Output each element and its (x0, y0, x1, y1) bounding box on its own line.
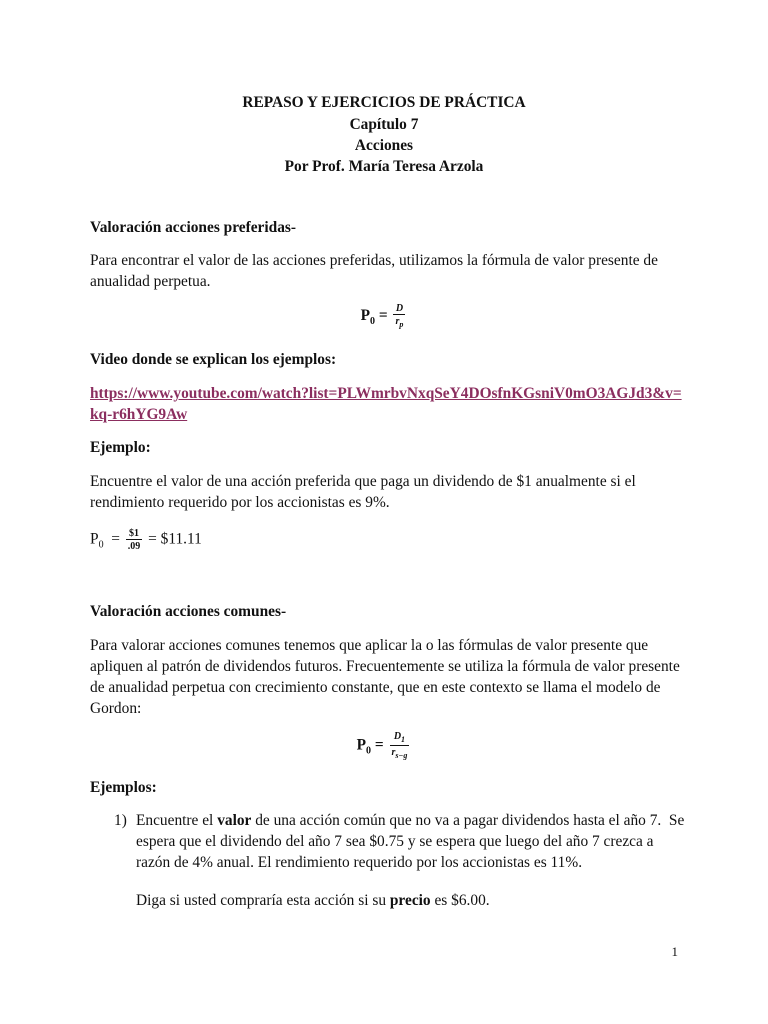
item-bold-valor: valor (217, 812, 252, 829)
gordon-num-base: D (393, 731, 402, 742)
gordon-formula (0, 731, 768, 762)
formula-lhs: P (360, 307, 371, 325)
video-link-continued[interactable]: kq-r6hYG9Aw (90, 406, 188, 423)
topic-label: Acciones (354, 137, 414, 154)
calc-denominator: .09 (127, 541, 141, 552)
example-calculation (90, 528, 202, 556)
video-link-line-1[interactable] (90, 383, 682, 404)
preferred-paragraph-line-1: Para encontrar el valor de las acciones preferidas, utilizamos la fórmula de valor presente de (90, 252, 658, 269)
list-item-line-1 (136, 810, 684, 831)
preferred-paragraph-line-2: anualidad perpetua. (90, 273, 211, 290)
common-paragraph-line-4: Gordon: (90, 700, 142, 717)
video-link[interactable]: https://www.youtube.com/watch?list=PLWmrbvNxqSeY4DOsfnKGsniV0mO3AGJd3&v= (90, 385, 682, 402)
item-text-continued: de una acción común que no va a pagar dividendos hasta el año 7. Se (251, 812, 685, 829)
gordon-lhs: P (356, 736, 367, 754)
list-item-line-3: razón de 4% anual. El rendimiento requerido por los accionistas es 11%. (136, 854, 583, 871)
question-text: Diga si usted compraría esta acción si su (136, 892, 390, 909)
author-label: Por Prof. María Teresa Arzola (284, 158, 484, 175)
preferred-heading: Valoración acciones preferidas- (90, 219, 297, 236)
calc-lhs: P (90, 530, 99, 548)
question-text-continued: es $6.00. (430, 892, 490, 909)
question-bold-precio: precio (389, 892, 431, 909)
example-line-1: Encuentre el valor de una acción preferida que paga un dividendo de $1 anualmente si el (90, 473, 636, 490)
preferred-formula (0, 303, 768, 332)
calc-fraction (126, 528, 143, 552)
formula-equals: = (375, 307, 392, 325)
gordon-equals: = (371, 736, 388, 754)
video-heading: Video donde se explican los ejemplos: (90, 351, 337, 368)
formula-lhs-subscript: 0 (370, 316, 376, 328)
page-number: 1 (671, 944, 678, 959)
gordon-num-subscript: 1 (401, 735, 406, 744)
list-item-number: 1) (114, 812, 127, 829)
formula-fraction (393, 303, 405, 330)
chapter-label: Capítulo 7 (349, 116, 419, 133)
gordon-denominator (390, 745, 410, 761)
document-title: REPASO Y EJERCICIOS DE PRÁCTICA (242, 94, 526, 111)
example-heading: Ejemplo: (90, 439, 151, 456)
gordon-numerator (392, 731, 407, 745)
formula-den-subscript: p (399, 320, 404, 329)
formula-numerator: D (395, 303, 404, 314)
common-paragraph-line-3: de anualidad perpetua con crecimiento constante, que en este contexto se llama el modelo de (90, 679, 661, 696)
list-item-question (136, 890, 490, 911)
gordon-den-base: r (391, 747, 396, 758)
video-link-line-2[interactable] (90, 404, 187, 425)
item-text: Encuentre el (136, 812, 218, 829)
gordon-den-subscript: s−g (395, 751, 408, 760)
common-heading: Valoración acciones comunes- (90, 603, 287, 620)
formula-den-base: r (395, 316, 400, 327)
calc-equals: = (103, 530, 124, 548)
common-paragraph-line-2: apliquen al patrón de dividendos futuros. Frecuentemente se utiliza la fórmula de valor presente (90, 658, 680, 675)
example-line-2: rendimiento requerido por los accionistas es 9%. (90, 494, 390, 511)
gordon-fraction (390, 731, 410, 761)
calc-numerator: $1 (129, 528, 140, 539)
list-item-line-2: espera que el dividendo del año 7 sea $0.75 y se espera que luego del año 7 crezca a (136, 833, 654, 850)
calc-lhs-subscript: 0 (98, 539, 104, 551)
common-paragraph-line-1: Para valorar acciones comunes tenemos que aplicar la o las fórmulas de valor presente que (90, 637, 649, 654)
formula-denominator (393, 314, 405, 330)
examples-heading: Ejemplos: (90, 779, 157, 796)
gordon-lhs-subscript: 0 (366, 745, 372, 757)
calc-result: = $11.11 (144, 530, 202, 548)
